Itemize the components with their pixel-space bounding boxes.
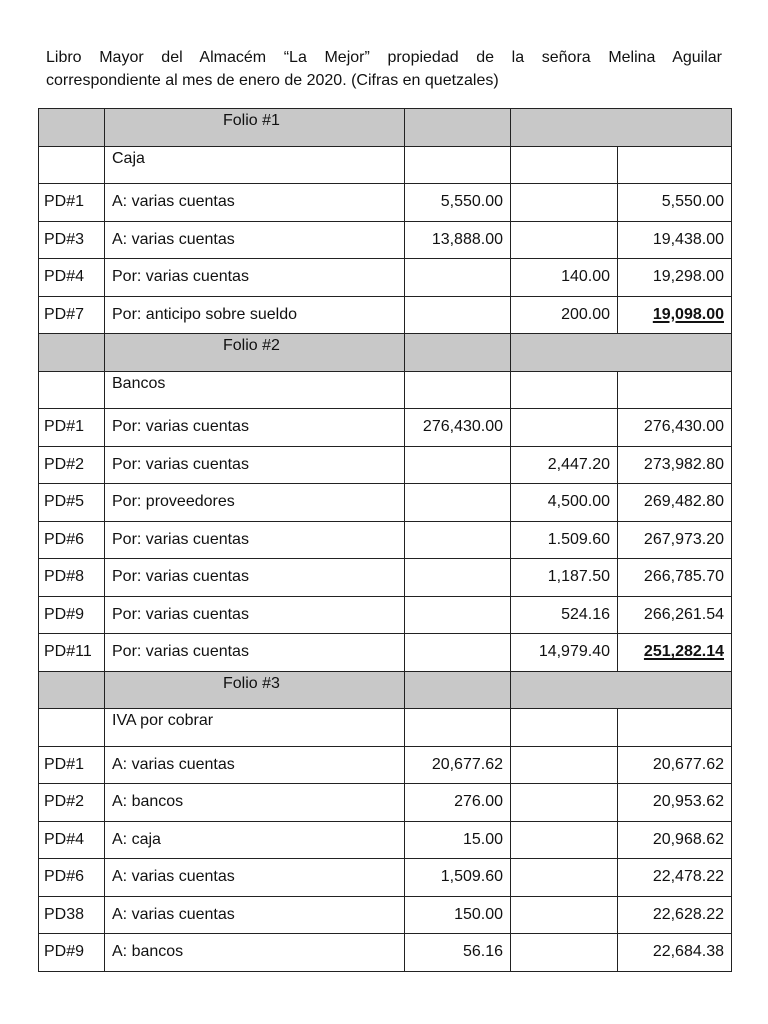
table-row: [39, 746, 732, 784]
account-ref-cell: [39, 371, 105, 409]
entry-description: Por: varias cuentas: [105, 446, 405, 484]
entry-description: Por: varias cuentas: [105, 596, 405, 634]
entry-description: Por: proveedores: [105, 484, 405, 522]
account-name: IVA por cobrar: [105, 709, 405, 747]
account-name: Bancos: [105, 371, 405, 409]
entry-haber: 1.509.60: [511, 521, 618, 559]
table-row: [39, 409, 732, 447]
account-ref-cell: [39, 146, 105, 184]
account-row: [39, 371, 732, 409]
entry-ref: PD#3: [39, 221, 105, 259]
entry-saldo: 269,482.80: [618, 484, 732, 522]
folio-ref-cell: [39, 334, 105, 372]
entry-haber: 2,447.20: [511, 446, 618, 484]
entry-debe: [405, 559, 511, 597]
entry-haber: [511, 934, 618, 972]
entry-description: Por: varias cuentas: [105, 559, 405, 597]
table-row: [39, 821, 732, 859]
entry-debe: 1,509.60: [405, 859, 511, 897]
entry-saldo: 22,684.38: [618, 934, 732, 972]
entry-ref: PD#9: [39, 596, 105, 634]
entry-description: A: varias cuentas: [105, 184, 405, 222]
folio-ref-cell: [39, 109, 105, 147]
entry-ref: PD#7: [39, 296, 105, 334]
account-haber-cell: [511, 146, 618, 184]
entry-haber: 1,187.50: [511, 559, 618, 597]
entry-ref: PD#2: [39, 784, 105, 822]
entry-ref: PD#1: [39, 184, 105, 222]
entry-haber: [511, 821, 618, 859]
account-debe-cell: [405, 709, 511, 747]
entry-description: Por: varias cuentas: [105, 521, 405, 559]
entry-description: Por: varias cuentas: [105, 259, 405, 297]
entry-saldo: 22,628.22: [618, 896, 732, 934]
table-row: [39, 296, 732, 334]
entry-debe: [405, 521, 511, 559]
entry-debe: [405, 446, 511, 484]
table-row: [39, 259, 732, 297]
entry-ref: PD#6: [39, 859, 105, 897]
entry-haber: 524.16: [511, 596, 618, 634]
account-saldo-cell: [618, 371, 732, 409]
entry-ref: PD#5: [39, 484, 105, 522]
table-row: [39, 446, 732, 484]
account-saldo-cell: [618, 709, 732, 747]
entry-haber: [511, 859, 618, 897]
entry-saldo: 19,298.00: [618, 259, 732, 297]
entry-description: Por: varias cuentas: [105, 409, 405, 447]
entry-ref: PD#1: [39, 746, 105, 784]
entry-ref: PD#11: [39, 634, 105, 672]
folio-header-row: [39, 334, 732, 372]
entry-ref: PD#4: [39, 259, 105, 297]
intro-line-2: correspondiente al mes de enero de 2020. (Cifras en quetzales): [46, 72, 499, 89]
entry-saldo: [618, 296, 732, 334]
entry-saldo: 20,968.62: [618, 821, 732, 859]
folio-debe-cell: [405, 334, 511, 372]
intro-line-1: Libro Mayor del Almacém “La Mejor” propiedad de la señora Melina Aguilar: [46, 49, 722, 66]
entry-saldo: 266,785.70: [618, 559, 732, 597]
folio-merged-cell: [511, 334, 732, 372]
account-ref-cell: [39, 709, 105, 747]
entry-ref: PD#9: [39, 934, 105, 972]
table-row: [39, 221, 732, 259]
table-row: [39, 521, 732, 559]
table-row: [39, 559, 732, 597]
table-row: [39, 634, 732, 672]
account-name: Caja: [105, 146, 405, 184]
entry-debe: [405, 484, 511, 522]
entry-ref: PD#6: [39, 521, 105, 559]
account-haber-cell: [511, 371, 618, 409]
table-row: [39, 784, 732, 822]
entry-saldo: 22,478.22: [618, 859, 732, 897]
entry-debe: 13,888.00: [405, 221, 511, 259]
entry-debe: 276,430.00: [405, 409, 511, 447]
account-haber-cell: [511, 709, 618, 747]
entry-ref: PD#4: [39, 821, 105, 859]
entry-saldo: 19,438.00: [618, 221, 732, 259]
entry-haber: 4,500.00: [511, 484, 618, 522]
entry-ref: PD#1: [39, 409, 105, 447]
folio-title: Folio #3: [105, 671, 405, 709]
final-balance: 251,282.14: [643, 643, 724, 661]
entry-description: Por: varias cuentas: [105, 634, 405, 672]
entry-saldo: 273,982.80: [618, 446, 732, 484]
folio-debe-cell: [405, 109, 511, 147]
entry-description: Por: anticipo sobre sueldo: [105, 296, 405, 334]
table-row: [39, 859, 732, 897]
entry-haber: 200.00: [511, 296, 618, 334]
entry-description: A: varias cuentas: [105, 896, 405, 934]
account-saldo-cell: [618, 146, 732, 184]
folio-header-row: [39, 671, 732, 709]
document-intro: [46, 46, 722, 92]
final-balance: 19,098.00: [652, 305, 724, 323]
folio-merged-cell: [511, 671, 732, 709]
entry-saldo: [618, 634, 732, 672]
entry-description: A: caja: [105, 821, 405, 859]
entry-haber: [511, 746, 618, 784]
entry-debe: 5,550.00: [405, 184, 511, 222]
entry-saldo: 20,677.62: [618, 746, 732, 784]
entry-debe: 15.00: [405, 821, 511, 859]
entry-saldo: 20,953.62: [618, 784, 732, 822]
account-row: [39, 709, 732, 747]
folio-header-row: [39, 109, 732, 147]
entry-saldo: 276,430.00: [618, 409, 732, 447]
entry-debe: [405, 296, 511, 334]
entry-haber: 14,979.40: [511, 634, 618, 672]
entry-haber: [511, 896, 618, 934]
entry-debe: [405, 259, 511, 297]
entry-saldo: 267,973.20: [618, 521, 732, 559]
table-row: [39, 934, 732, 972]
entry-debe: 276.00: [405, 784, 511, 822]
entry-debe: 56.16: [405, 934, 511, 972]
folio-ref-cell: [39, 671, 105, 709]
entry-saldo: 266,261.54: [618, 596, 732, 634]
account-debe-cell: [405, 146, 511, 184]
entry-saldo: 5,550.00: [618, 184, 732, 222]
entry-ref: PD38: [39, 896, 105, 934]
entry-description: A: bancos: [105, 784, 405, 822]
table-row: [39, 596, 732, 634]
ledger-body: [39, 109, 732, 972]
folio-merged-cell: [511, 109, 732, 147]
entry-debe: [405, 634, 511, 672]
entry-haber: [511, 184, 618, 222]
account-debe-cell: [405, 371, 511, 409]
folio-title: Folio #2: [105, 334, 405, 372]
table-row: [39, 896, 732, 934]
entry-description: A: varias cuentas: [105, 859, 405, 897]
entry-description: A: varias cuentas: [105, 746, 405, 784]
entry-description: A: bancos: [105, 934, 405, 972]
table-row: [39, 484, 732, 522]
folio-title: Folio #1: [105, 109, 405, 147]
entry-haber: 140.00: [511, 259, 618, 297]
entry-haber: [511, 409, 618, 447]
entry-haber: [511, 784, 618, 822]
ledger-table: [38, 108, 732, 972]
entry-description: A: varias cuentas: [105, 221, 405, 259]
table-row: [39, 184, 732, 222]
entry-debe: 150.00: [405, 896, 511, 934]
entry-ref: PD#2: [39, 446, 105, 484]
entry-debe: [405, 596, 511, 634]
entry-ref: PD#8: [39, 559, 105, 597]
account-row: [39, 146, 732, 184]
entry-debe: 20,677.62: [405, 746, 511, 784]
entry-haber: [511, 221, 618, 259]
folio-debe-cell: [405, 671, 511, 709]
